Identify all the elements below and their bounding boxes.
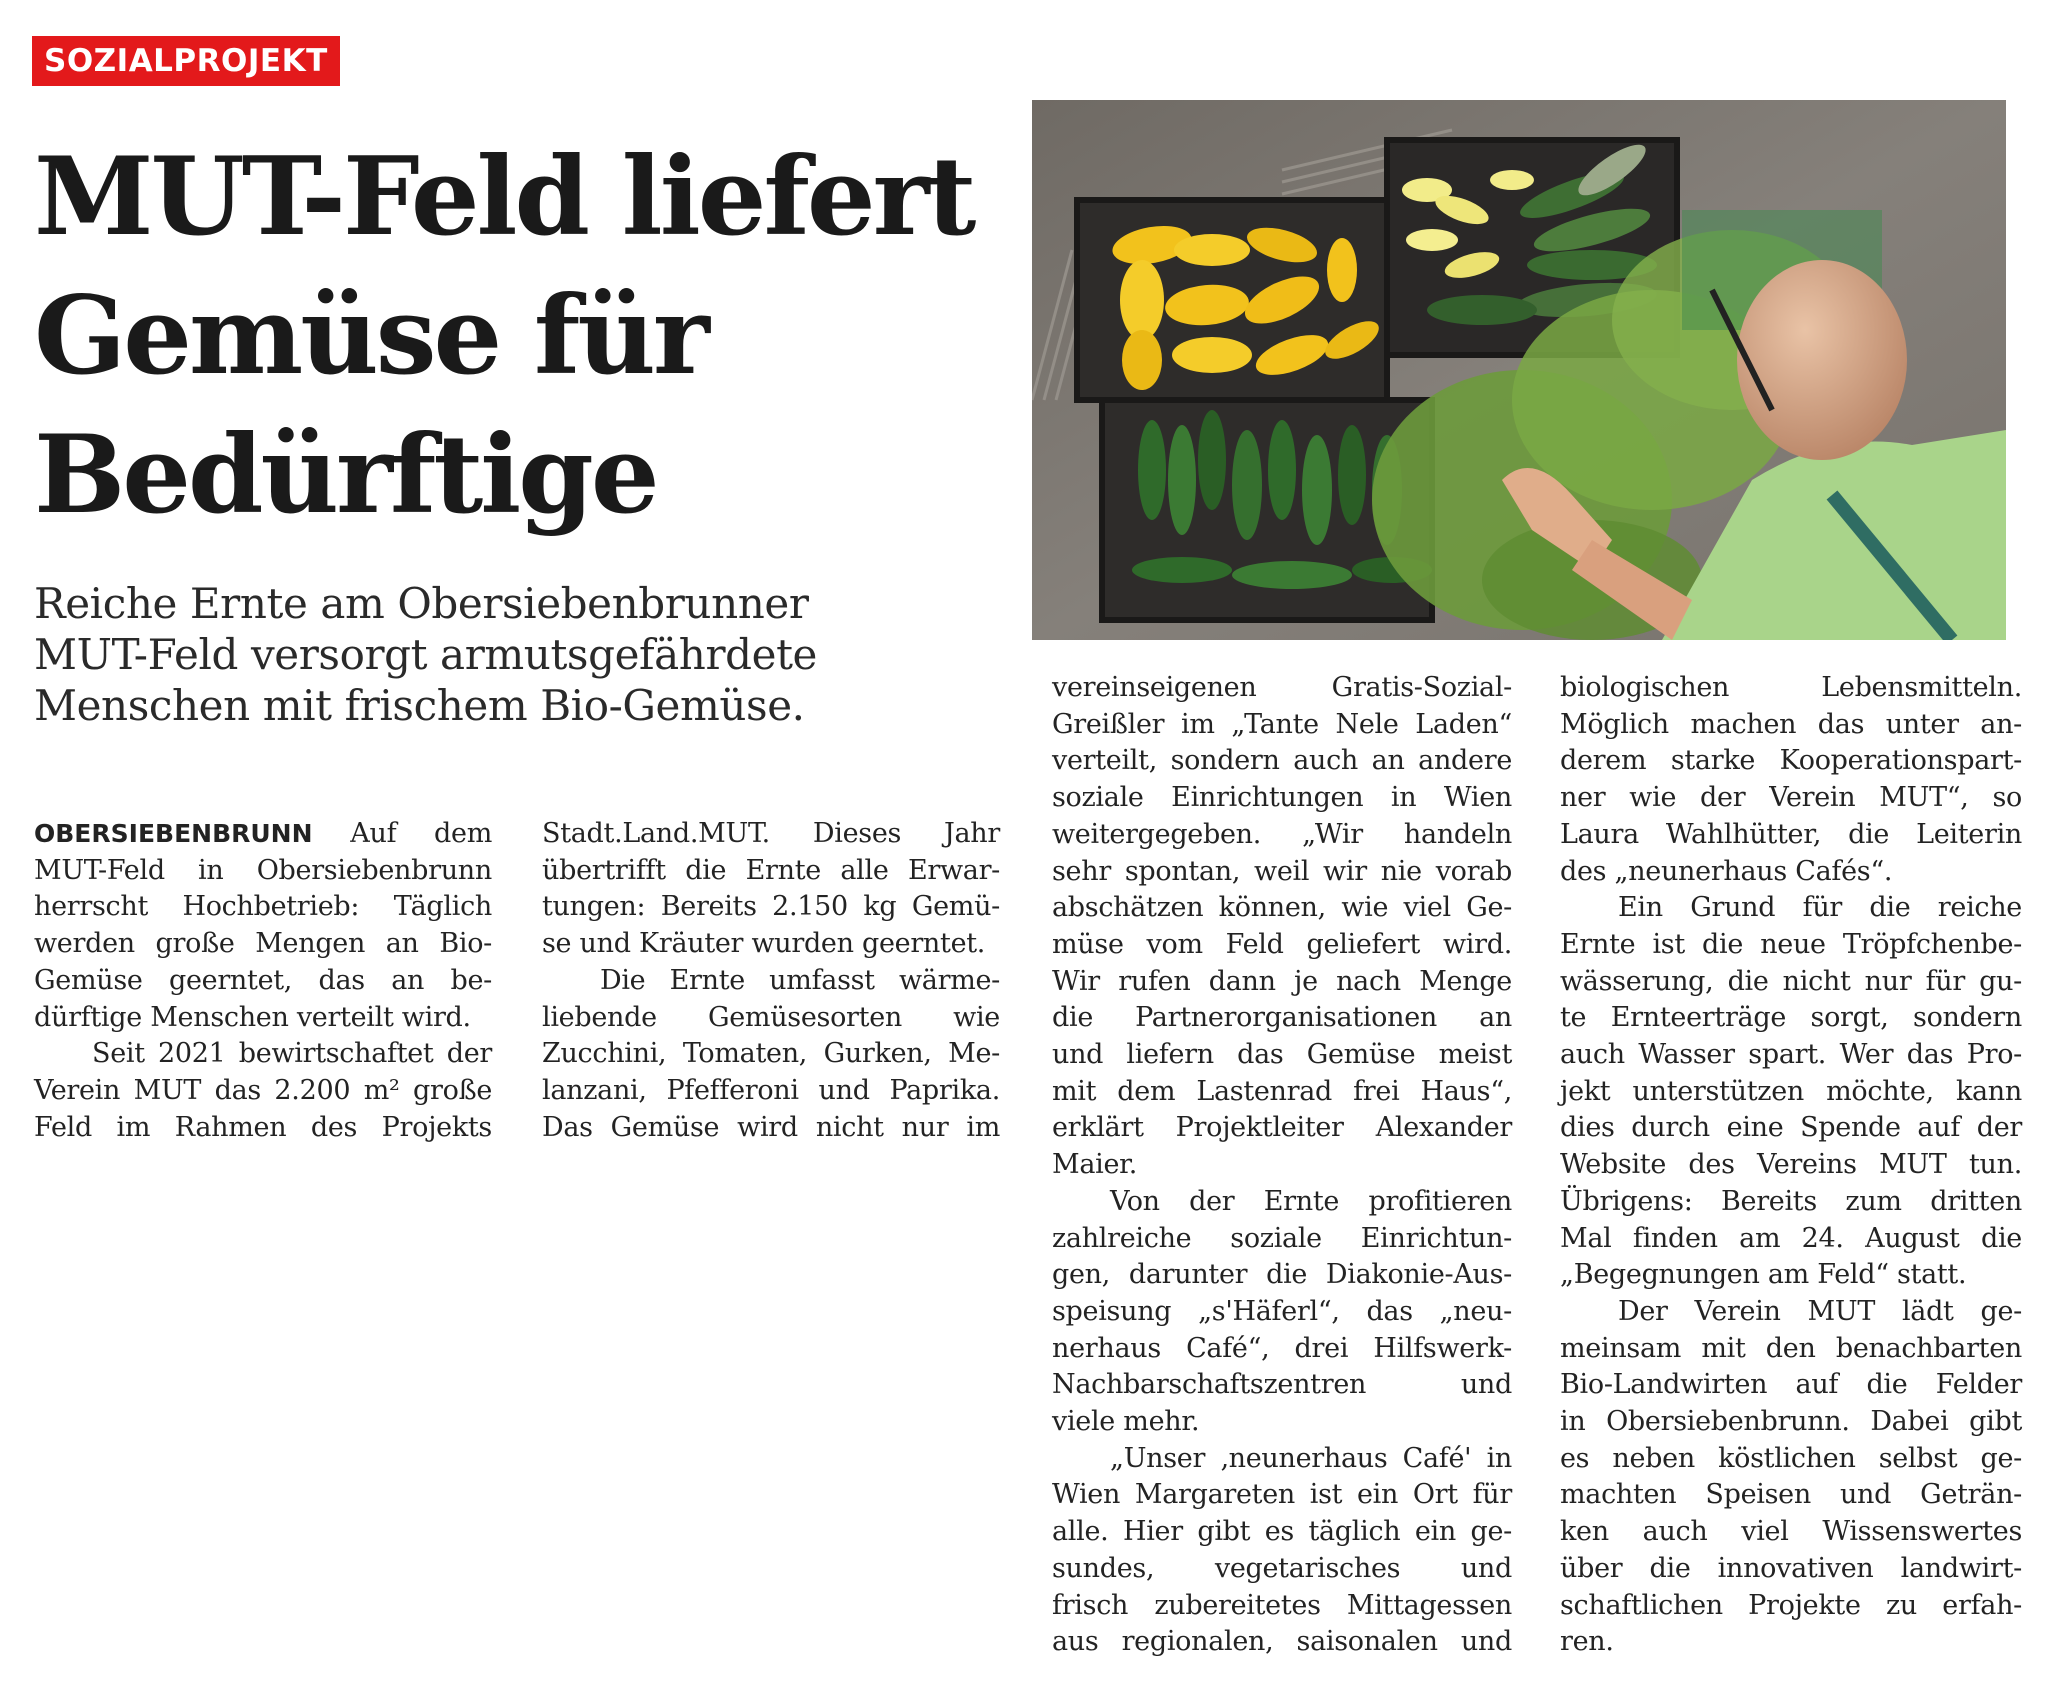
text-line: Maier.	[1052, 1149, 1138, 1181]
text-line: derem starke Kooperationspart-	[1560, 745, 2022, 777]
text-line: Verein MUT das 2.200 m² große	[34, 1074, 492, 1106]
text-line: se und Kräuter wurden geerntet.	[542, 928, 986, 960]
text-line: machten Speisen und Geträn-	[1560, 1479, 2022, 1511]
text-line: vereinseigenen Gratis-Sozial-	[1052, 672, 1512, 703]
text-line: soziale Einrichtungen in Wien	[1052, 782, 1512, 814]
headline-line: Bedürftige	[34, 412, 657, 538]
text-line: wässerung, die nicht nur für gu-	[1560, 965, 2022, 997]
text-line: in Obersiebenbrunn. Dabei gibt	[1560, 1406, 2022, 1438]
text-line: Greißler im „Tante Nele Laden“	[1052, 708, 1512, 740]
text-line: und liefern das Gemüse meist	[1052, 1039, 1512, 1071]
text-line: ren.	[1560, 1626, 1614, 1658]
text-line: schaftlichen Projekte zu erfah-	[1560, 1589, 2022, 1621]
text-line: gen, darunter die Diakonie-Aus-	[1052, 1259, 1512, 1291]
text-line: Möglich machen das unter an-	[1560, 708, 2022, 740]
text-line: liebende Gemüsesorten wie	[542, 1001, 1000, 1033]
text-line: mit dem Lastenrad frei Haus“,	[1052, 1075, 1512, 1107]
text-line: müse vom Feld geliefert wird.	[1052, 928, 1512, 960]
headline-line: MUT-Feld liefert	[34, 134, 974, 260]
text-line: die Partnerorganisationen an	[1052, 1002, 1512, 1034]
text-line: werden große Mengen an Bio-	[34, 928, 492, 960]
text-line: Laura Wahlhütter, die Leiterin	[1560, 818, 2022, 850]
text-line: weitergegeben. „Wir handeln	[1052, 818, 1512, 850]
headline	[34, 128, 1014, 545]
text-line: biologischen Lebensmitteln.	[1560, 672, 2022, 703]
vegetable-crates-photo	[1032, 100, 2006, 640]
text-line: lanzani, Pfefferoni und Paprika.	[542, 1074, 1000, 1106]
text-line: Website des Vereins MUT tun.	[1560, 1149, 2022, 1181]
text-line: Stadt.Land.MUT. Dieses Jahr	[542, 818, 1000, 849]
text-line: sundes, vegetarisches und	[1052, 1552, 1512, 1584]
lead-line: Menschen mit frischem Bio-Gemüse.	[34, 681, 805, 730]
text-line: herrscht Hochbetrieb: Täglich	[34, 891, 492, 923]
text-line: Ein Grund für die reiche	[1618, 892, 2022, 924]
article-column-3	[1052, 670, 1512, 1661]
text-line: „Begegnungen am Feld“ statt.	[1560, 1259, 1967, 1291]
text-line: jekt unterstützen möchte, kann	[1560, 1075, 2022, 1107]
text-line: Gemüse geerntet, das an be-	[34, 964, 492, 996]
text-line: MUT-Feld in Obersiebenbrunn	[34, 854, 492, 886]
text-line: ner wie der Verein MUT“, so	[1560, 782, 2022, 814]
text-line: meinsam mit den benachbarten	[1560, 1332, 2022, 1364]
text-line: Feld im Rahmen des Projekts	[34, 1111, 492, 1143]
text-line: Ernte ist die neue Tröpfchenbe-	[1560, 928, 2022, 960]
article-column-1	[34, 816, 492, 1146]
text-line: frisch zubereitetes Mittagessen	[1052, 1589, 1512, 1621]
text-line: Bio-Landwirten auf die Felder	[1560, 1369, 2022, 1401]
headline-line: Gemüse für	[34, 273, 707, 399]
text-line: übertrifft die Ernte alle Erwar-	[542, 854, 1000, 886]
text-line: erklärt Projektleiter Alexander	[1052, 1112, 1512, 1144]
lead-paragraph	[34, 578, 1014, 731]
text-line: Das Gemüse wird nicht nur im	[542, 1111, 1000, 1143]
text-line: tungen: Bereits 2.150 kg Gemü-	[542, 891, 1000, 923]
text-line	[34, 816, 492, 853]
text-fragment: Auf dem	[350, 818, 492, 849]
text-line: Der Verein MUT lädt ge-	[1618, 1295, 2022, 1327]
text-line: Mal finden am 24. August die	[1560, 1222, 2022, 1254]
text-line: über die innovativen landwirt-	[1560, 1552, 2022, 1584]
text-line: dürftige Menschen verteilt wird.	[34, 1001, 471, 1033]
dateline: OBERSIEBENBRUNN	[34, 819, 313, 848]
text-line: Wir rufen dann je nach Menge	[1052, 965, 1512, 997]
text-line: aus regionalen, saisonalen und	[1052, 1626, 1512, 1658]
article-column-2	[542, 816, 1000, 1146]
text-line: te Ernteerträge sorgt, sondern	[1560, 1002, 2022, 1034]
text-line: alle. Hier gibt es täglich ein ge-	[1052, 1516, 1512, 1548]
lead-line: Reiche Ernte am Obersiebenbrunner	[34, 579, 809, 628]
article-column-4	[1560, 670, 2022, 1661]
text-line: sehr spontan, weil wir nie vorab	[1052, 855, 1512, 887]
text-line: abschätzen können, wie viel Ge-	[1052, 892, 1512, 924]
text-line: Die Ernte umfasst wärme-	[600, 964, 1000, 996]
text-line: des „neunerhaus Cafés“.	[1560, 855, 1893, 887]
text-line: Übrigens: Bereits zum dritten	[1560, 1185, 2022, 1217]
text-line: dies durch eine Spende auf der	[1560, 1112, 2022, 1144]
text-line: Wien Margareten ist ein Ort für	[1052, 1479, 1512, 1511]
text-line: verteilt, sondern auch an andere	[1052, 745, 1512, 777]
text-line: Von der Ernte profitieren	[1110, 1185, 1512, 1217]
lead-line: MUT-Feld versorgt armutsgefährdete	[34, 630, 818, 679]
crate-yellow-squash	[1077, 200, 1387, 400]
text-line: viele mehr.	[1052, 1406, 1200, 1438]
text-line: ken auch viel Wissenswertes	[1560, 1516, 2022, 1548]
text-line: speisung „s'Häferl“, das „neu-	[1052, 1295, 1512, 1327]
text-line: nerhaus Café“, drei Hilfswerk-	[1052, 1332, 1512, 1364]
section-kicker: SOZIALPROJEKT	[32, 36, 340, 86]
text-line: Zucchini, Tomaten, Gurken, Me-	[542, 1038, 1000, 1070]
text-line: „Unser ‚neunerhaus Café' in	[1110, 1442, 1512, 1474]
text-line: es neben köstlichen selbst ge-	[1560, 1442, 2022, 1474]
text-line: zahlreiche soziale Einrichtun-	[1052, 1222, 1512, 1254]
text-line: Nachbarschaftszentren und	[1052, 1369, 1512, 1401]
text-line: Seit 2021 bewirtschaftet der	[92, 1038, 492, 1070]
text-line: auch Wasser spart. Wer das Pro-	[1560, 1039, 2022, 1071]
